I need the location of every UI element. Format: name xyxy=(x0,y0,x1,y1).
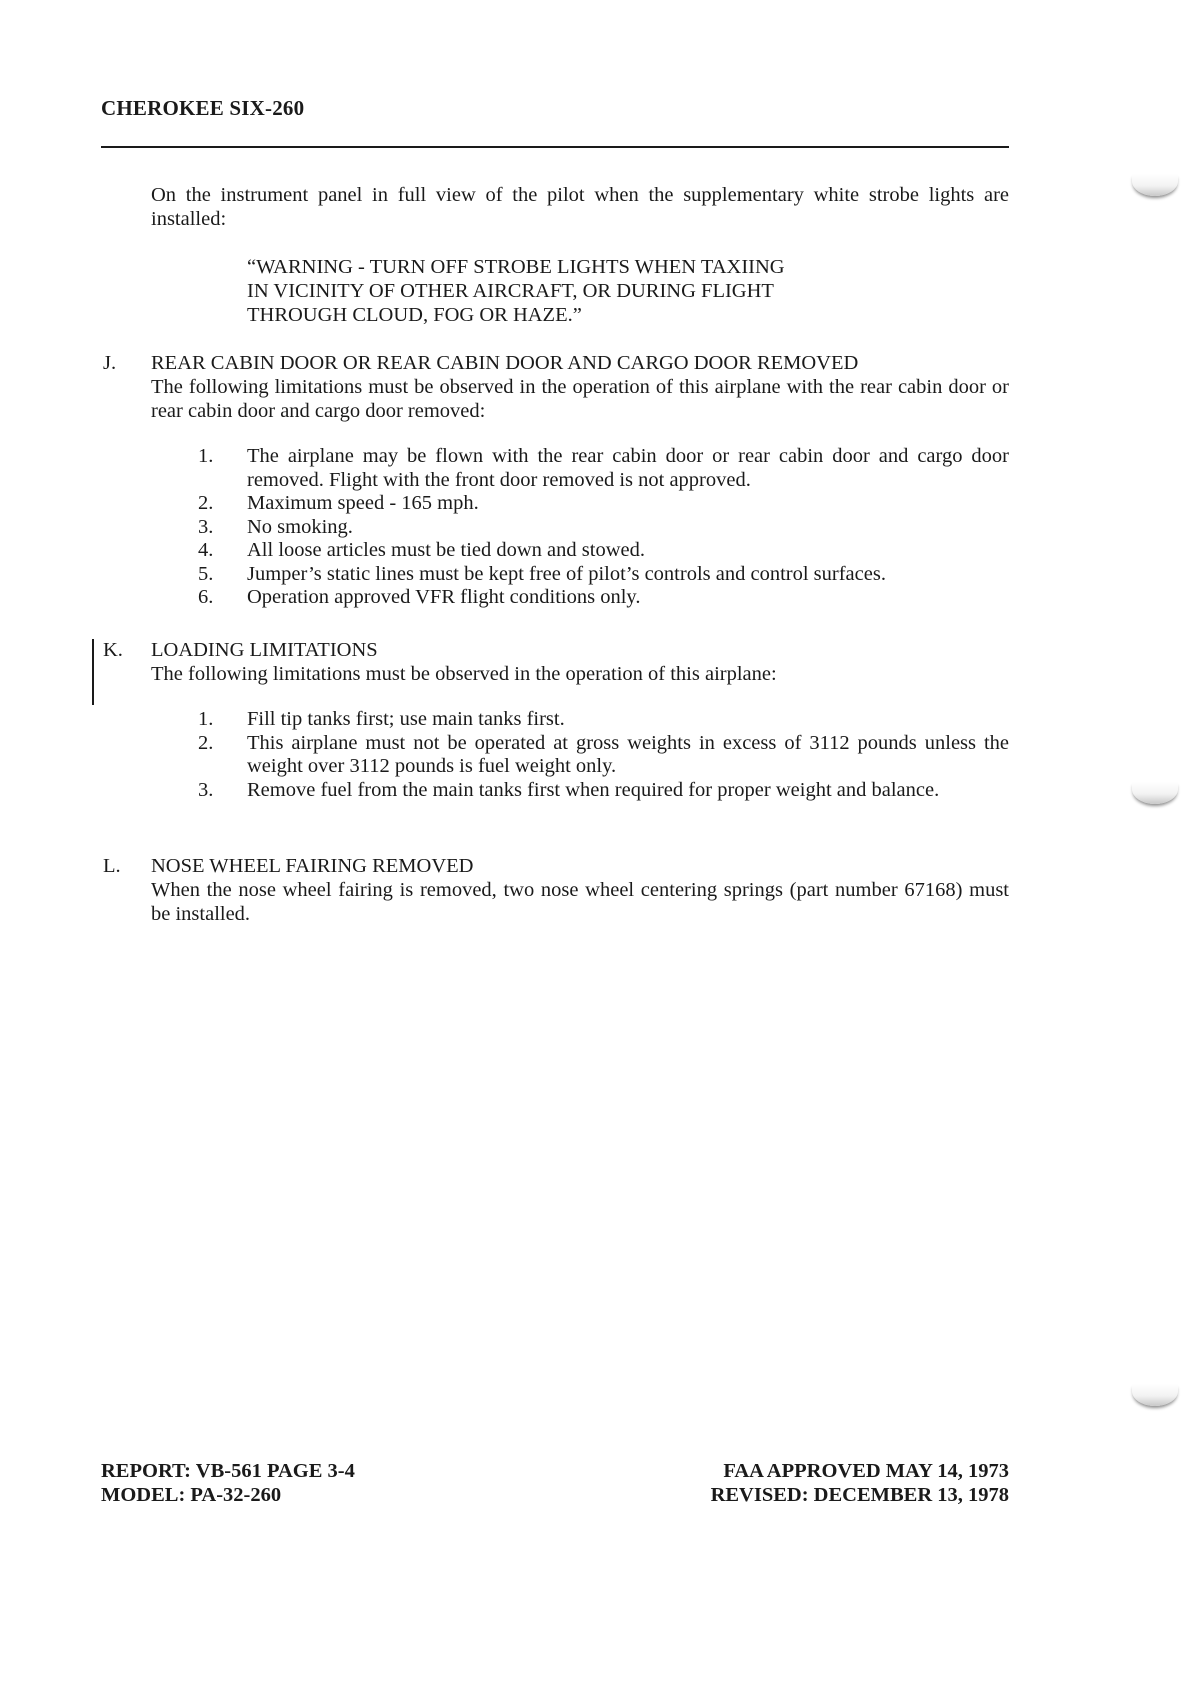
list-item-text: Remove fuel from the main tanks first when required for proper weight and balance. xyxy=(247,778,940,801)
section-description: When the nose wheel fairing is removed, two nose wheel centering springs (part number 67168) must be installed. xyxy=(151,879,1009,925)
list-item xyxy=(101,516,1009,540)
list-item xyxy=(101,445,1009,492)
list-item xyxy=(101,732,1009,779)
section-heading xyxy=(101,638,1009,662)
footer-approval-info xyxy=(711,1459,1009,1507)
list-item-number: 5. xyxy=(198,562,214,585)
limitations-list xyxy=(101,708,1009,802)
binder-hole xyxy=(1132,782,1178,804)
footer-report-line: REPORT: VB-561 PAGE 3-4 xyxy=(101,1460,355,1482)
section-letter: L. xyxy=(103,855,121,877)
list-item-text: Operation approved VFR flight conditions only. xyxy=(247,586,641,608)
list-item-text: Maximum speed - 165 mph. xyxy=(247,492,479,514)
section-description: The following limitations must be observed in the operation of this airplane with the rear cabin door or rear cabin door and cargo door removed: xyxy=(151,376,1009,422)
list-item-text: No smoking. xyxy=(247,515,353,538)
strobe-warning-placard xyxy=(247,255,927,327)
list-item-text: Fill tip tanks first; use main tanks first. xyxy=(247,708,565,730)
binder-hole xyxy=(1132,174,1178,196)
section-letter: K. xyxy=(103,639,123,661)
limitations-list xyxy=(101,445,1009,610)
section-k xyxy=(101,638,1009,802)
list-item-text: This airplane must not be operated at gross weights in excess of 3112 pounds unless the weight over 3112 pounds is fuel weight only. xyxy=(247,731,1009,777)
footer-model-line: MODEL: PA-32-260 xyxy=(101,1484,282,1506)
list-item-text: Jumper’s static lines must be kept free of pilot’s controls and control surfaces. xyxy=(247,562,886,585)
binder-hole xyxy=(1132,1384,1178,1406)
list-item xyxy=(101,492,1009,516)
page-header-title: CHEROKEE SIX-260 xyxy=(101,96,305,120)
list-item-number: 1. xyxy=(198,708,214,730)
revision-change-bar xyxy=(92,639,94,705)
section-title: LOADING LIMITATIONS xyxy=(151,639,378,661)
section-description: The following limitations must be observed in the operation of this airplane: xyxy=(151,663,777,685)
list-item xyxy=(101,563,1009,587)
warning-line: “WARNING - TURN OFF STROBE LIGHTS WHEN TAXIING xyxy=(247,256,785,278)
footer-approved-line: FAA APPROVED MAY 14, 1973 xyxy=(723,1460,1009,1482)
list-item-number: 2. xyxy=(198,731,214,754)
list-item xyxy=(101,708,1009,732)
list-item-number: 3. xyxy=(198,515,214,538)
list-item xyxy=(101,779,1009,803)
list-item-number: 1. xyxy=(198,445,214,467)
intro-paragraph: On the instrument panel in full view of the pilot when the supplementary white strobe lights are installed: xyxy=(151,184,1009,230)
warning-line: THROUGH CLOUD, FOG OR HAZE.” xyxy=(247,304,582,326)
footer-revised-line: REVISED: DECEMBER 13, 1978 xyxy=(710,1484,1009,1506)
section-heading xyxy=(101,854,1009,878)
list-item-number: 3. xyxy=(198,778,214,801)
list-item-number: 6. xyxy=(198,586,214,608)
section-title: REAR CABIN DOOR OR REAR CABIN DOOR AND CARGO DOOR REMOVED xyxy=(151,352,859,374)
section-l xyxy=(101,854,1009,926)
list-item-text: The airplane may be flown with the rear cabin door or rear cabin door and cargo door removed. Flight with the front door removed is not approved. xyxy=(247,445,1009,491)
section-j xyxy=(101,351,1009,610)
list-item-text: All loose articles must be tied down and stowed. xyxy=(247,539,645,561)
footer-report-info xyxy=(101,1459,355,1507)
list-item-number: 2. xyxy=(198,492,214,514)
list-item xyxy=(101,539,1009,563)
header-rule xyxy=(101,146,1009,148)
list-item xyxy=(101,586,1009,610)
warning-line: IN VICINITY OF OTHER AIRCRAFT, OR DURING FLIGHT xyxy=(247,280,774,302)
section-title: NOSE WHEEL FAIRING REMOVED xyxy=(151,855,474,877)
section-letter: J. xyxy=(103,352,117,374)
list-item-number: 4. xyxy=(198,539,214,561)
section-heading xyxy=(101,351,1009,375)
